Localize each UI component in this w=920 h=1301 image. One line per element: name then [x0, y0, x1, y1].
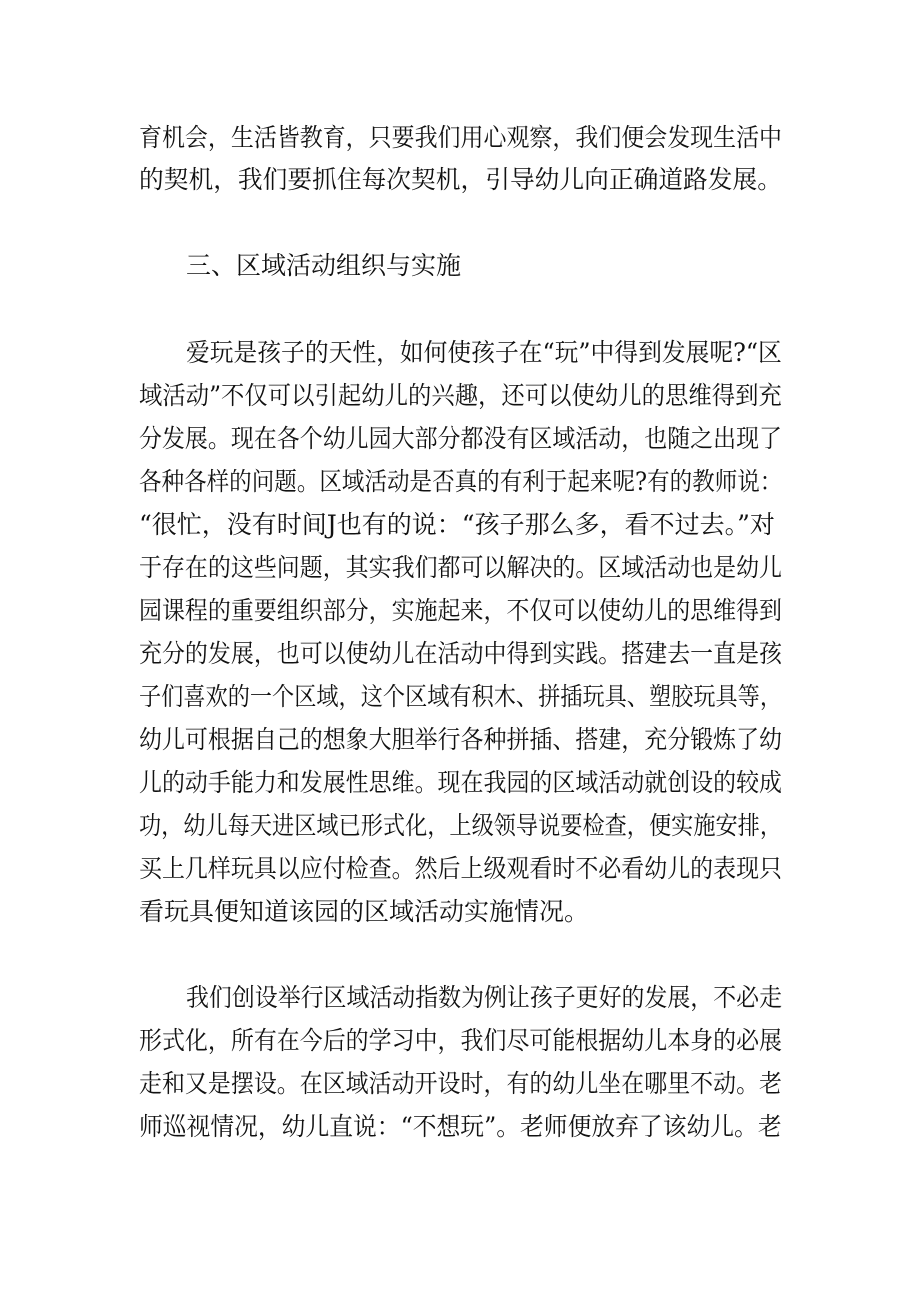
paragraph-2-line-14: 看玩具便知道该园的区域活动实施情况。 [139, 897, 590, 926]
paragraph-3-line-1: 我们创设举行区域活动指数为例让孩子更好的发展，不必走 [186, 983, 782, 1012]
paragraph-1-line-1: 育机会，生活皆教育，只要我们用心观察，我们便会发现生活中 [139, 123, 783, 152]
paragraph-line [0, 118, 920, 158]
paragraph-line [0, 376, 920, 416]
paragraph-2-line-5: “很忙，没有时间J也有的说：“孩子那么多，看不过去。”对 [139, 510, 775, 539]
paragraph-line [0, 419, 920, 459]
paragraph-2-line-9: 子们喜欢的一个区域，这个区域有积木、拼插玩具、塑胶玩具等， [139, 682, 783, 711]
paragraph-line [0, 677, 920, 717]
paragraph-line [0, 160, 920, 200]
paragraph-2-line-3: 分发展。现在各个幼儿园大部分都没有区域活动，也随之出现了 [139, 424, 783, 453]
paragraph-line [0, 591, 920, 631]
paragraph-2-line-10: 幼儿可根据自己的想象大胆举行各种拼插、搭建，充分锻炼了幼 [139, 725, 783, 754]
paragraph-2-line-8: 充分的发展，也可以使幼儿在活动中得到实践。搭建去一直是孩 [139, 639, 783, 668]
paragraph-line [0, 720, 920, 760]
section-heading: 三、区域活动组织与实施 [186, 251, 462, 280]
paragraph-3-line-2: 形式化，所有在今后的学习中，我们尽可能根据幼儿本身的必展 [139, 1026, 783, 1055]
paragraph-line [0, 333, 920, 373]
paragraph-2-line-7: 园课程的重要组织部分，实施起来，不仅可以使幼儿的思维得到 [139, 596, 783, 625]
paragraph-line [0, 1021, 920, 1061]
paragraph-2-line-13: 买上几样玩具以应付检查。然后上级观看时不必看幼儿的表现只 [139, 854, 783, 883]
section-heading-line [0, 246, 920, 286]
paragraph-line [0, 1064, 920, 1104]
paragraph-3-line-4: 师巡视情况，幼儿直说：“不想玩”。老师便放弃了该幼儿。老 [139, 1112, 782, 1141]
paragraph-2-line-1: 爱玩是孩子的天性，如何使孩子在“玩”中得到发展呢?“区 [186, 338, 782, 367]
paragraph-line [0, 1107, 920, 1147]
paragraph-line [0, 978, 920, 1018]
paragraph-line [0, 505, 920, 545]
paragraph-2-line-11: 儿的动手能力和发展性思维。现在我园的区域活动就创设的较成 [139, 768, 783, 797]
paragraph-2-line-4: 各种各样的问题。区域活动是否真的有利于起来呢?有的教师说： [139, 467, 783, 496]
paragraph-line [0, 763, 920, 803]
paragraph-line [0, 892, 920, 932]
paragraph-line [0, 849, 920, 889]
paragraph-line [0, 462, 920, 502]
paragraph-2-line-2: 域活动”不仅可以引起幼儿的兴趣，还可以使幼儿的思维得到充 [139, 381, 782, 410]
paragraph-2-line-12: 功，幼儿每天进区域已形式化，上级领导说要检查，便实施安排， [139, 811, 783, 840]
paragraph-line [0, 806, 920, 846]
paragraph-1-line-2: 的契机，我们要抓住每次契机，引导幼儿向正确道路发展。 [139, 165, 782, 194]
paragraph-line [0, 548, 920, 588]
paragraph-3-line-3: 走和又是摆设。在区域活动开设时，有的幼儿坐在哪里不动。老 [139, 1069, 783, 1098]
paragraph-2-line-6: 于存在的这些问题，其实我们都可以解决的。区域活动也是幼儿 [139, 553, 783, 582]
paragraph-line [0, 634, 920, 674]
